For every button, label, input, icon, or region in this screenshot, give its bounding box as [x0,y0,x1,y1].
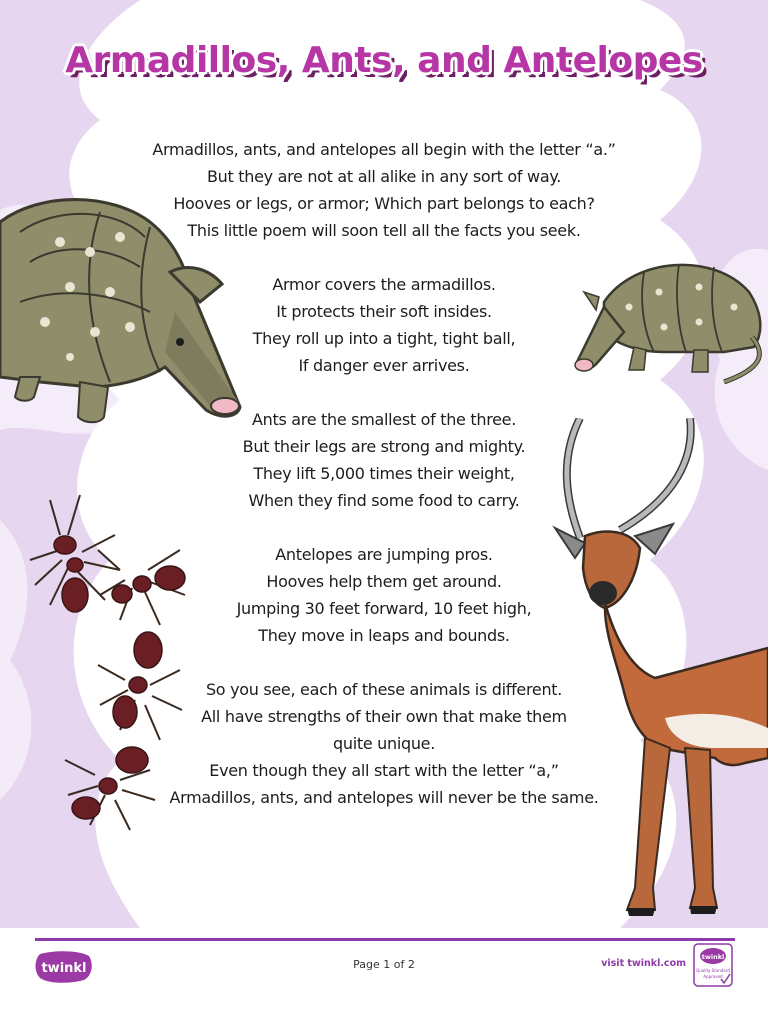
poem-line: If danger ever arrives. [298,356,470,375]
footer-divider [35,938,735,941]
poem-line: Antelopes are jumping pros. [275,545,493,564]
poem-line: So you see, each of these animals is different. [205,680,563,699]
poem-line: All have strengths of their own that make them [201,707,567,726]
poem-stanza [130,676,638,811]
visit-link[interactable]: visit twinkl.com [601,958,686,969]
poem-line: Ants are the smallest of the three. [251,410,516,429]
badge-line: Approved [703,974,723,979]
poem-line: Armadillos, ants, and antelopes all begin with the letter “a.” [152,140,616,159]
page-title: Armadillos, Ants, and Antelopes [65,40,703,81]
poem-line: They lift 5,000 times their weight, [253,464,515,483]
quality-standard-badge [693,943,733,987]
twinkl-logo-text: twinkl [41,961,87,976]
poem-line: They roll up into a tight, tight ball, [252,329,516,348]
poem-stanza [130,271,638,379]
poem-line: But they are not at all alike in any sort of way. [206,167,561,186]
poem-line: Hooves help them get around. [266,572,502,591]
poem-stanza [130,541,638,649]
poem-body [130,136,638,838]
poem-line: This little poem will soon tell all the facts you seek. [187,221,581,240]
poem-line: It protects their soft insides. [276,302,492,321]
poem-stanza [130,136,638,244]
poem-line: When they find some food to carry. [248,491,520,510]
poem-line: Jumping 30 feet forward, 10 feet high, [236,599,532,618]
poem-stanza [130,406,638,514]
poem-line: Hooves or legs, or armor; Which part belongs to each? [173,194,595,213]
poem-line: They move in leaps and bounds. [258,626,510,645]
poem-line: Even though they all start with the letter “a,” [209,761,559,780]
poem-line: quite unique. [333,734,435,753]
poem-line: Armadillos, ants, and antelopes will never be the same. [169,788,599,807]
page-number: Page 1 of 2 [353,958,415,971]
poem-line: Armor covers the armadillos. [272,275,496,294]
badge-line: Quality Standard [696,968,730,973]
badge-logo-text: twinkl [701,953,725,961]
poem-line: But their legs are strong and mighty. [242,437,526,456]
